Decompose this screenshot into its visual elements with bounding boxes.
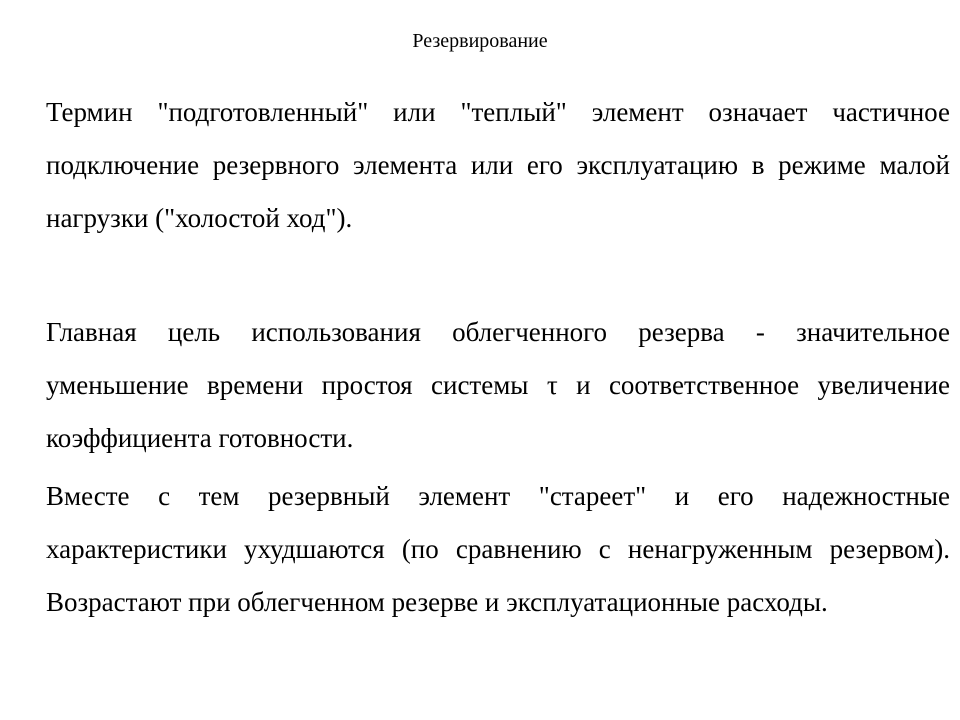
- paragraph-aging-and-costs: Вместе с тем резервный элемент "стареет" и его надежностные характеристики ухудшаются (по сравнению с ненагруженным резервом). Возрастают при облегченном резерве и эксплуатационные расходы.: [46, 481, 950, 617]
- slide-title: Резервирование: [412, 30, 548, 52]
- paragraph-warm-element-definition: Термин "подготовленный" или "теплый" элемент означает частичное подключение резервного элемента или его эксплуатацию в режиме малой нагрузки ("холостой ход").: [46, 97, 950, 233]
- paragraph-main-goal: Главная цель использования облегченного резерва - значительное уменьшение времени простоя системы τ и соответственное увеличение коэффициента готовности.: [46, 317, 950, 453]
